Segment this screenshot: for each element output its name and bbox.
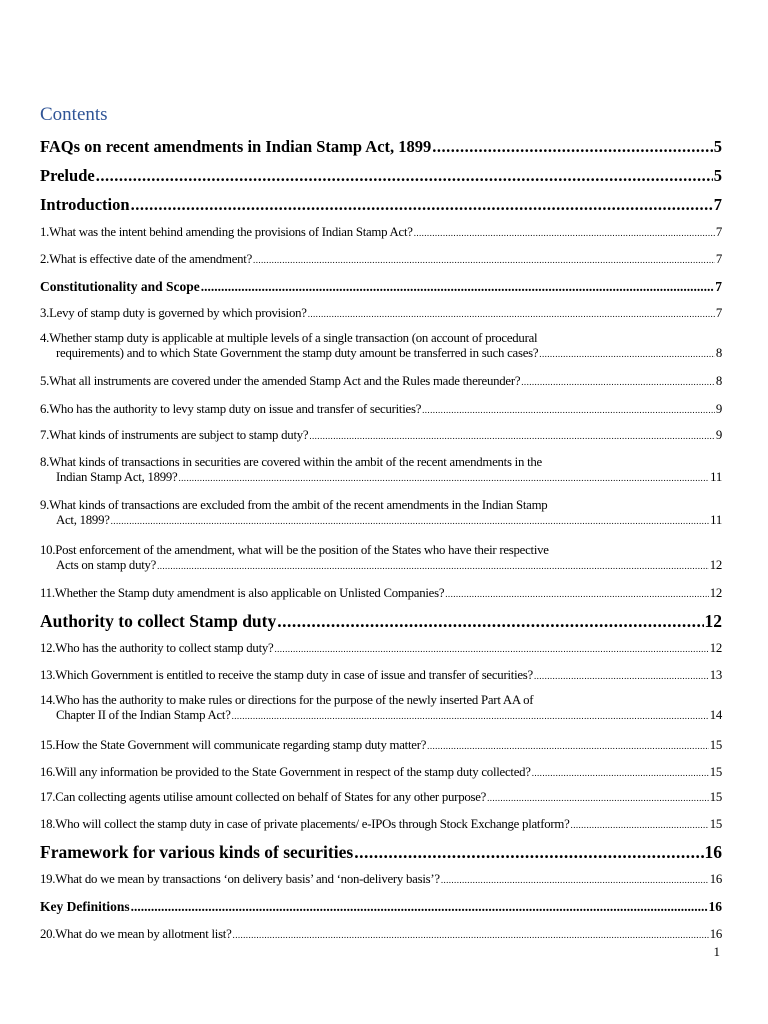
toc-entry-title: 3.Levy of stamp duty is governed by which provision?	[40, 306, 307, 320]
toc-entry-title: 13.Which Government is entitled to receive the stamp duty in case of issue and transfer of securities?	[40, 668, 533, 682]
toc-entry[interactable]	[40, 455, 722, 485]
toc-entry[interactable]	[40, 331, 722, 361]
toc-entry[interactable]	[40, 693, 722, 723]
toc-entry[interactable]	[40, 817, 722, 832]
toc-entry[interactable]	[40, 842, 722, 863]
toc-entry-page: 16	[709, 872, 722, 886]
toc-entry-title: Framework for various kinds of securities	[40, 842, 354, 862]
toc-entry[interactable]	[40, 279, 722, 295]
dot-leader	[157, 561, 709, 571]
toc-entry-page: 14	[709, 708, 722, 722]
toc-entry-title: 5.What all instruments are covered under the amended Stamp Act and the Rules made thereunder?	[40, 374, 521, 388]
toc-entry-title-line1: 9.What kinds of transactions are excluded from the ambit of the recent amendments in the Indian Stamp	[40, 498, 548, 512]
toc-entry-title: Prelude	[40, 166, 95, 185]
toc-entry-title-line1: 10.Post enforcement of the amendment, what will be the position of the States who have their respective	[40, 543, 549, 557]
toc-heading: Contents	[40, 104, 108, 125]
toc-entry[interactable]	[40, 790, 722, 805]
dot-leader	[534, 671, 709, 681]
toc-entry-page: 7	[715, 279, 722, 294]
dot-leader	[441, 875, 709, 885]
toc-entry-page: 12	[704, 611, 722, 631]
toc-entry[interactable]	[40, 252, 722, 267]
toc-entry-page: 15	[709, 738, 722, 752]
toc-entry-page: 12	[709, 586, 722, 600]
toc-entry-title: 2.What is effective date of the amendment?	[40, 252, 253, 266]
toc-entry-title-line1: 8.What kinds of transactions in securities are covered within the ambit of the recent amendments in the	[40, 455, 542, 469]
toc-entry[interactable]	[40, 374, 722, 389]
dot-leader	[179, 473, 710, 483]
toc-entry-title-line1: 4.Whether stamp duty is applicable at multiple levels of a single transaction (on account of procedural	[40, 331, 538, 345]
dot-leader	[427, 741, 709, 751]
toc-entry[interactable]	[40, 586, 722, 601]
toc-entry-page: 15	[709, 790, 722, 804]
toc-entry-page: 9	[715, 428, 722, 442]
dot-leader	[532, 768, 709, 778]
dot-leader	[539, 349, 715, 359]
toc-entry-page: 9	[715, 402, 722, 416]
toc-entry-page: 5	[713, 166, 722, 185]
dot-leader	[308, 309, 715, 319]
toc-entry-title: 20.What do we mean by allotment list?	[40, 927, 232, 941]
dot-leader	[487, 793, 709, 803]
toc-entry-page: 16	[709, 927, 722, 941]
toc-entry-page: 7	[715, 306, 722, 320]
dot-leader	[309, 431, 715, 441]
toc-entry-title: 15.How the State Government will communicate regarding stamp duty matter?	[40, 738, 427, 752]
dot-leader	[96, 166, 713, 186]
toc-entry-page: 7	[715, 252, 722, 266]
toc-entry[interactable]	[40, 137, 722, 157]
toc-entry-title: 12.Who has the authority to collect stamp duty?	[40, 641, 274, 655]
toc-entry-title: Chapter II of the Indian Stamp Act?	[56, 708, 231, 722]
toc-entry[interactable]	[40, 738, 722, 753]
toc-entry[interactable]	[40, 225, 722, 240]
toc-entry-title: 1.What was the intent behind amending the provisions of Indian Stamp Act?	[40, 225, 413, 239]
dot-leader	[354, 842, 703, 863]
toc-entry-title: Act, 1899?	[56, 513, 110, 527]
toc-entry[interactable]	[40, 611, 722, 632]
toc-entry-page: 12	[709, 558, 722, 572]
toc-entry[interactable]	[40, 166, 722, 186]
toc-entry-title: 17.Can collecting agents utilise amount collected on behalf of States for any other purpose?	[40, 790, 487, 804]
dot-leader	[233, 930, 709, 940]
dot-leader	[201, 279, 714, 295]
toc-entry-title: Authority to collect Stamp duty	[40, 611, 277, 631]
toc-entry-page: 12	[709, 641, 722, 655]
dot-leader	[131, 195, 713, 215]
dot-leader	[521, 377, 715, 387]
toc-entry-title: Introduction	[40, 195, 130, 214]
dot-leader	[432, 137, 712, 157]
toc-entry-page: 15	[709, 765, 722, 779]
toc-entry[interactable]	[40, 899, 722, 915]
toc-entry-page: 7	[713, 195, 722, 214]
dot-leader	[131, 899, 708, 915]
toc-entry[interactable]	[40, 765, 722, 780]
toc-entry[interactable]	[40, 641, 722, 656]
toc-entry-page: 16	[704, 842, 722, 862]
dot-leader	[445, 589, 708, 599]
toc-entry-title: 16.Will any information be provided to the State Government in respect of the stamp duty collected?	[40, 765, 531, 779]
toc-entry-title: FAQs on recent amendments in Indian Stamp Act, 1899	[40, 137, 432, 156]
dot-leader	[111, 516, 710, 526]
dot-leader	[277, 611, 703, 632]
toc-entry-page: 11	[710, 513, 722, 527]
toc-entry-page: 15	[709, 817, 722, 831]
toc-entry[interactable]	[40, 927, 722, 942]
toc-entry-page: 11	[710, 470, 722, 484]
toc-entry-title: Indian Stamp Act, 1899?	[56, 470, 178, 484]
dot-leader	[571, 820, 709, 830]
toc-entry[interactable]	[40, 543, 722, 573]
toc-entry[interactable]	[40, 195, 722, 215]
toc-entry-title: Constitutionality and Scope	[40, 279, 200, 294]
toc-entry-title: 6.Who has the authority to levy stamp duty on issue and transfer of securities?	[40, 402, 422, 416]
toc-entry-title: Acts on stamp duty?	[56, 558, 157, 572]
toc-entry[interactable]	[40, 306, 722, 321]
toc-entry-page: 13	[709, 668, 722, 682]
toc-entry-page: 7	[715, 225, 722, 239]
toc-entry-page: 8	[715, 374, 722, 388]
toc-entry-page: 5	[713, 137, 722, 156]
toc-entry-page: 8	[715, 346, 722, 360]
toc-entry-title: Key Definitions	[40, 899, 130, 914]
toc-entry[interactable]	[40, 498, 722, 528]
page-number: 1	[713, 944, 720, 959]
dot-leader	[274, 644, 708, 654]
toc-entry[interactable]	[40, 668, 722, 683]
toc-entry[interactable]	[40, 428, 722, 443]
toc-entry-title: 19.What do we mean by transactions ‘on delivery basis’ and ‘non-delivery basis’?	[40, 872, 440, 886]
toc-entry-title: requirements) and to which State Government the stamp duty amount be transferred in such cases?	[56, 346, 539, 360]
toc-entry-title: 11.Whether the Stamp duty amendment is also applicable on Unlisted Companies?	[40, 586, 445, 600]
dot-leader	[422, 405, 715, 415]
toc-entry[interactable]	[40, 402, 722, 417]
toc-entry-title-line1: 14.Who has the authority to make rules or directions for the purpose of the newly inserted Part AA of	[40, 693, 534, 707]
dot-leader	[232, 711, 709, 721]
toc-entry[interactable]	[40, 872, 722, 887]
toc-entry-title: 7.What kinds of instruments are subject to stamp duty?	[40, 428, 309, 442]
toc-entry-page: 16	[708, 899, 722, 914]
dot-leader	[253, 255, 715, 265]
toc-entry-title: 18.Who will collect the stamp duty in case of private placements/ e-IPOs through Stock Exchange platform?	[40, 817, 570, 831]
dot-leader	[414, 228, 715, 238]
